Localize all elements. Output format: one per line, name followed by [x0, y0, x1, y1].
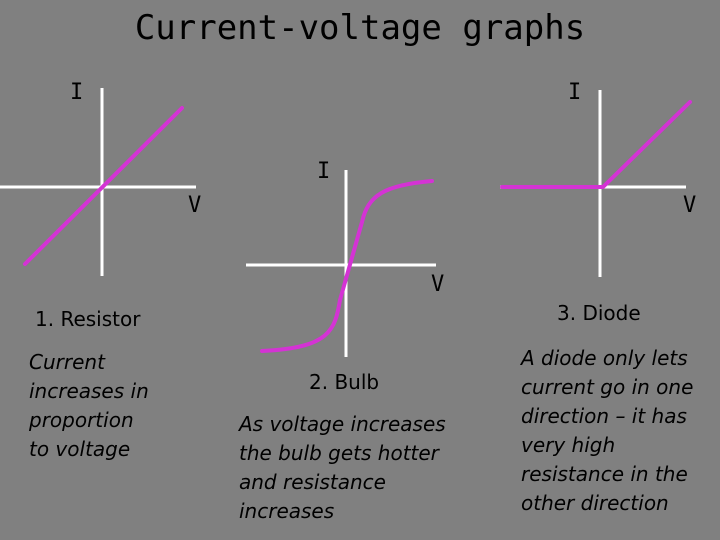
- bulb-x-axis-label: V: [431, 272, 445, 297]
- diode-graph: [500, 90, 690, 277]
- diode-x-axis-label: V: [683, 193, 697, 218]
- diode-y-axis-label: I: [568, 80, 582, 105]
- resistor-y-axis-label: I: [70, 80, 84, 105]
- resistor-description: Current increases in proportion to voltage: [29, 350, 149, 461]
- bulb-graph: [246, 170, 436, 357]
- diode-heading: 3. Diode: [557, 301, 641, 325]
- resistor-x-axis-label: V: [188, 193, 202, 218]
- page-title: Current-voltage graphs: [134, 8, 586, 48]
- resistor-graph: [0, 88, 196, 276]
- resistor-heading: 1. Resistor: [35, 307, 141, 331]
- bulb-heading: 2. Bulb: [309, 370, 380, 394]
- diode-description: A diode only lets current go in one direction – it has very high resistance in the other direction: [521, 346, 694, 515]
- diode-curve: [502, 102, 690, 187]
- bulb-y-axis-label: I: [317, 159, 331, 184]
- bulb-description: As voltage increases the bulb gets hotter and resistance increases: [239, 412, 446, 523]
